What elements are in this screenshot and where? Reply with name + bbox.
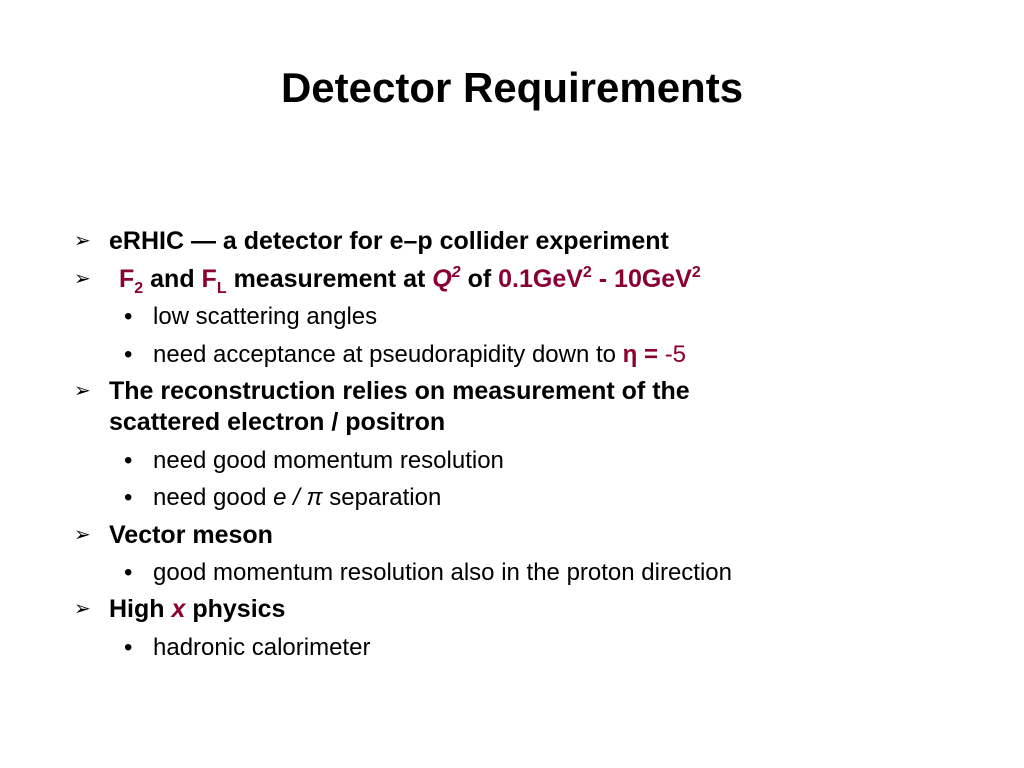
- dot-bullet-icon: •: [124, 447, 133, 474]
- arrow-bullet-icon: ➢: [74, 598, 91, 620]
- arrow-bullet-icon: ➢: [74, 268, 91, 290]
- bullet-text: High x physics: [109, 595, 286, 623]
- bullet-text-line-2: scattered electron / positron: [109, 408, 446, 436]
- sub-bullet-text: need good e / π separation: [153, 484, 442, 511]
- x-symbol: x: [171, 595, 186, 623]
- dot-bullet-icon: •: [124, 341, 133, 368]
- e-pi-symbol: e / π: [273, 484, 323, 511]
- f2-symbol: $F_2$: [119, 265, 144, 297]
- dot-bullet-icon: •: [124, 559, 133, 586]
- eta-value: -5: [664, 341, 687, 368]
- of-text: of: [467, 265, 492, 293]
- sub-bullet-text: low scattering angles: [153, 303, 378, 330]
- bullet-text: [119, 264, 701, 297]
- q2-symbol: $Q^2$: [432, 264, 461, 293]
- eta-symbol: η =: [622, 341, 659, 368]
- bullet-text: eRHIC — a detector for e–p collider experiment: [109, 227, 669, 255]
- arrow-bullet-icon: ➢: [74, 230, 91, 252]
- fl-symbol: $F_L$: [201, 265, 227, 297]
- sub-bullet-text: need acceptance at pseudorapidity down to η = -5: [153, 341, 687, 368]
- bullet-text: Vector meson: [109, 521, 273, 549]
- arrow-bullet-icon: ➢: [74, 524, 91, 546]
- bullet-text-line-1: The reconstruction relies on measurement of the: [109, 377, 690, 405]
- sub-bullet-text: hadronic calorimeter: [153, 634, 371, 661]
- slide-title: Detector Requirements: [280, 64, 744, 111]
- sub-bullet-text: good momentum resolution also in the proton direction: [153, 559, 732, 586]
- sub-bullet-text: need good momentum resolution: [153, 447, 504, 474]
- and-text: and: [150, 265, 195, 293]
- dot-bullet-icon: •: [124, 634, 133, 661]
- dot-bullet-icon: •: [124, 484, 133, 511]
- arrow-bullet-icon: ➢: [74, 380, 91, 402]
- dot-bullet-icon: •: [124, 303, 133, 330]
- measurement-text: measurement at: [233, 265, 426, 293]
- q2-range: 0.1GeV$^2$ - 10GeV$^2$: [498, 264, 701, 293]
